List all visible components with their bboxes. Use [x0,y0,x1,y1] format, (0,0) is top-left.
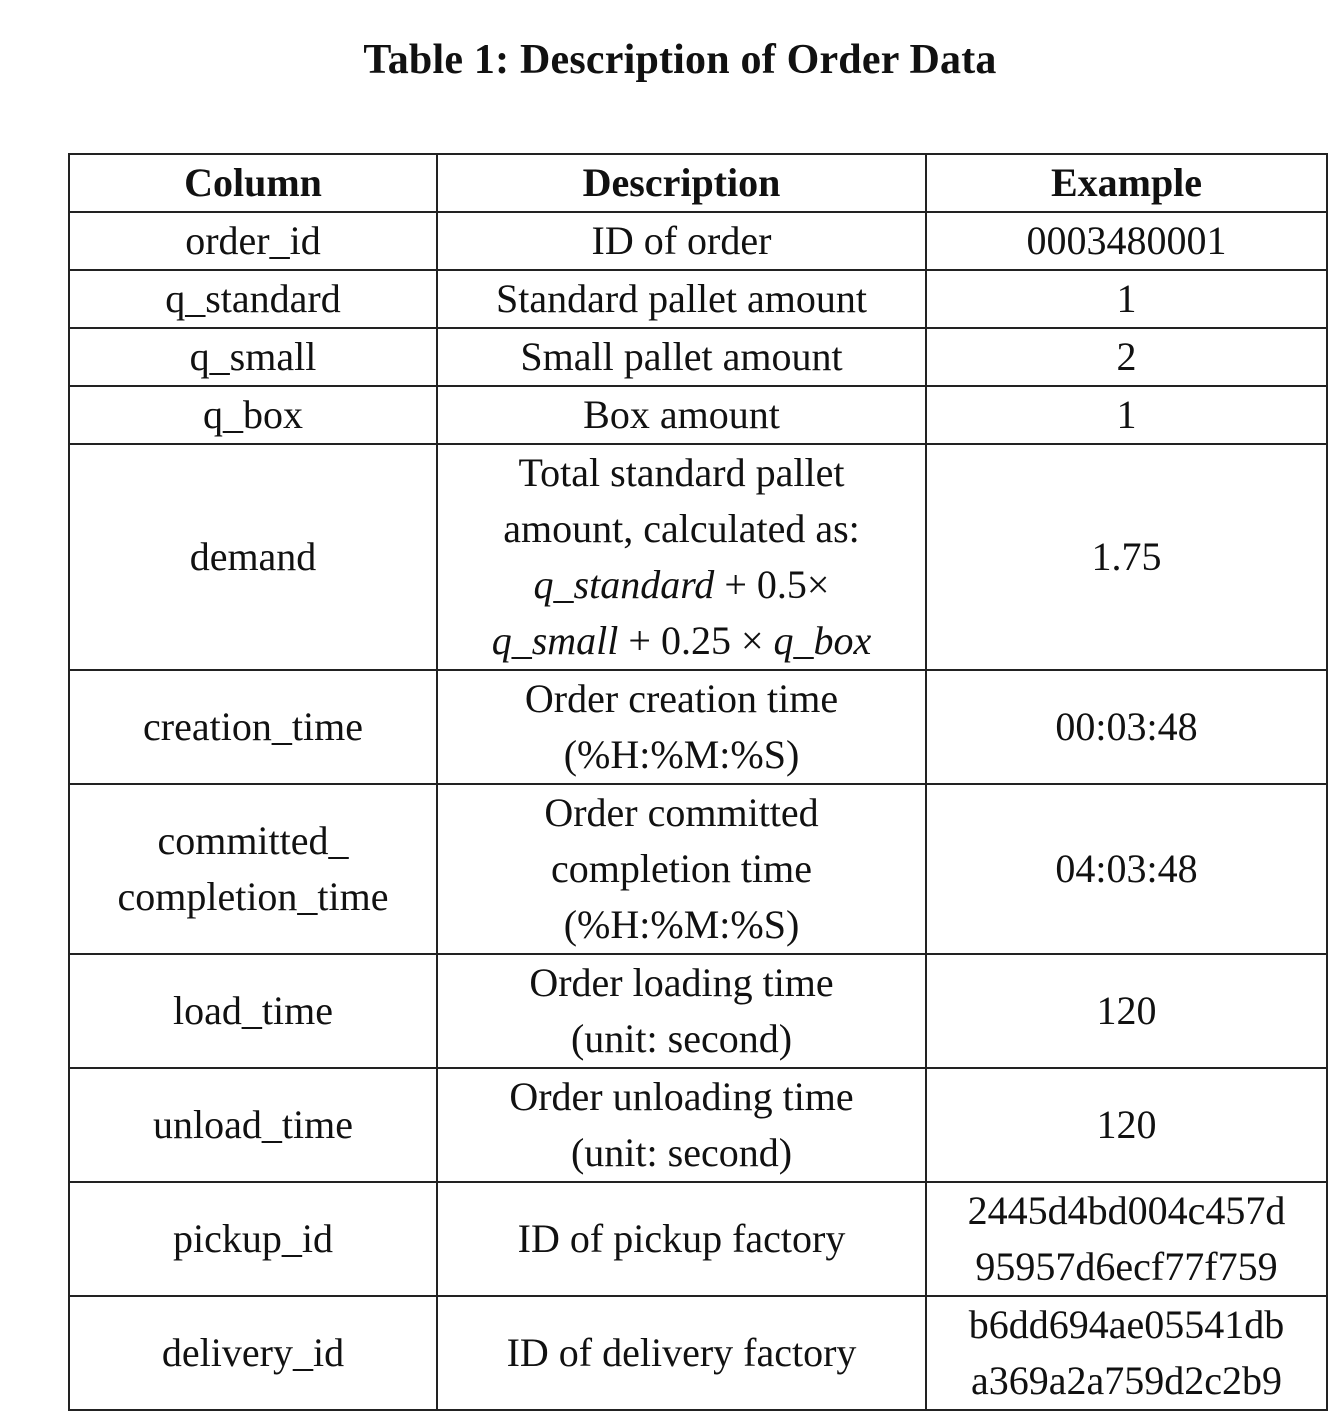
cell-column: order_id [69,212,437,270]
cell-description: Small pallet amount [437,328,926,386]
formula-term: q_standard [533,562,715,607]
header-description: Description [437,154,926,212]
table-row [69,1068,1327,1182]
description-line: (unit: second) [570,1016,793,1061]
description-line: Order committed [544,790,819,835]
cell-column [69,784,437,954]
formula-term: q_small [491,618,619,663]
cell-example: 04:03:48 [926,784,1327,954]
cell-example: 120 [926,954,1327,1068]
cell-description [437,444,926,670]
cell-column: load_time [69,954,437,1068]
cell-example: 0003480001 [926,212,1327,270]
cell-column: delivery_id [69,1296,437,1410]
cell-column: unload_time [69,1068,437,1182]
header-column: Column [69,154,437,212]
cell-description: ID of pickup factory [437,1182,926,1296]
cell-column: demand [69,444,437,670]
cell-example: 1 [926,386,1327,444]
table-row [69,1296,1327,1410]
cell-example: 1.75 [926,444,1327,670]
description-line: Order loading time [529,960,834,1005]
example-line: 95957d6ecf77f759 [975,1244,1278,1289]
description-line: (%H:%M:%S) [563,902,800,947]
example-line: b6dd694ae05541db [968,1302,1285,1347]
column-line: completion_time [117,874,389,919]
cell-example [926,1296,1327,1410]
table-row [69,444,1327,670]
cell-description [437,784,926,954]
cell-column: q_standard [69,270,437,328]
cell-column: creation_time [69,670,437,784]
cell-description [437,1068,926,1182]
cell-description [437,670,926,784]
formula-operator: + 0.5× [714,562,830,607]
cell-description: ID of delivery factory [437,1296,926,1410]
table-row [69,270,1327,328]
column-line: committed_ [157,818,349,863]
cell-description: ID of order [437,212,926,270]
cell-example: 1 [926,270,1327,328]
description-line: Total standard pallet [518,450,845,495]
description-line: Order unloading time [509,1074,854,1119]
description-line: Order creation time [524,676,839,721]
table-row [69,784,1327,954]
table-row [69,1182,1327,1296]
header-example: Example [926,154,1327,212]
table-row [69,954,1327,1068]
cell-column: pickup_id [69,1182,437,1296]
description-line: (%H:%M:%S) [563,732,800,777]
table-header-row [69,154,1327,212]
description-line: amount, calculated as: [503,506,860,551]
order-data-table [68,153,1328,1411]
cell-example: 00:03:48 [926,670,1327,784]
cell-description [437,954,926,1068]
example-line: 2445d4bd004c457d [967,1188,1286,1233]
table-row [69,670,1327,784]
cell-example: 2 [926,328,1327,386]
example-line: a369a2a759d2c2b9 [970,1358,1282,1403]
formula-line-2 [442,613,921,669]
table-row [69,386,1327,444]
cell-description: Box amount [437,386,926,444]
formula-line-1 [442,557,921,613]
formula-term: q_box [773,618,872,663]
cell-column: q_small [69,328,437,386]
table-caption: Table 1: Description of Order Data [363,37,997,83]
cell-example: 120 [926,1068,1327,1182]
cell-column: q_box [69,386,437,444]
table-row [69,328,1327,386]
formula-operator: + 0.25 × [618,618,774,663]
cell-example [926,1182,1327,1296]
description-line: (unit: second) [570,1130,793,1175]
description-line: completion time [550,846,813,891]
table-row [69,212,1327,270]
cell-description: Standard pallet amount [437,270,926,328]
